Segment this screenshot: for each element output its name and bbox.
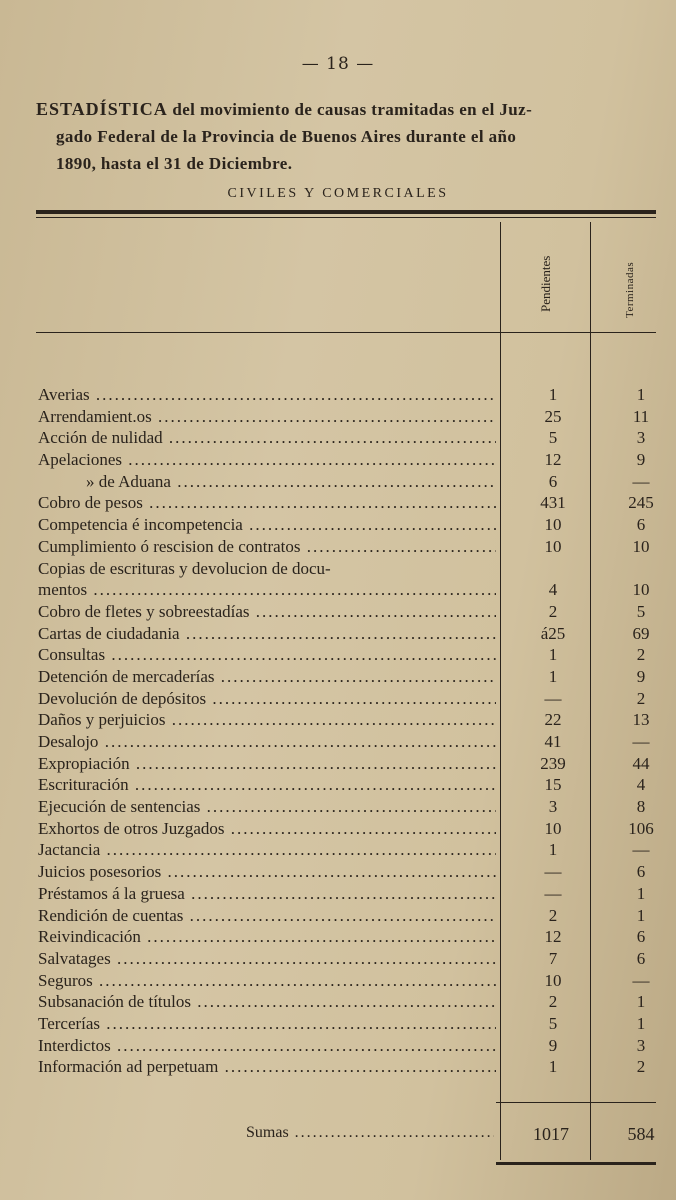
row-terminadas: 6 [636,515,646,535]
row-terminadas: 2 [636,1057,646,1077]
row-terminadas: 6 [636,927,646,947]
row-pendientes: 12 [544,927,562,947]
table-row [38,666,656,688]
row-terminadas: 1 [636,992,646,1012]
row-label: Interdictos ..... [38,1035,496,1057]
table-row [38,1056,656,1078]
table-row [38,449,656,471]
row-label: Información ad perpetuam ..... [38,1056,496,1078]
row-pendientes: 431 [540,493,566,513]
row-pendientes: 3 [548,797,558,817]
row-label: Subsanación de títulos ..... [38,991,496,1013]
column-header-pendientes: Pendientes [538,255,553,312]
row-terminadas: 10 [632,536,650,556]
row-pendientes: 1 [548,1057,558,1077]
title-lead: ESTADÍSTICA [36,99,168,119]
row-label: Devolución de depósitos ..... [38,688,496,710]
row-label: Salvatages ..... [38,948,496,970]
top-thin-rule [36,217,656,218]
row-pendientes: 2 [548,992,558,1012]
table-row [38,623,656,645]
row-label: Jactancia ..... [38,839,496,861]
row-label: Consultas ..... [38,644,496,666]
table-row [38,384,656,406]
row-terminadas: 106 [628,818,654,838]
row-pendientes: 10 [544,970,562,990]
row-pendientes: 41 [544,732,562,751]
table-row [38,471,656,493]
row-pendientes: 10 [544,818,562,838]
row-label: Desalojo ..... [38,731,496,753]
sum-rule [496,1102,656,1103]
row-terminadas: 2 [636,645,646,665]
row-label: Detención de mercaderías ..... [38,666,496,688]
row-label: Cumplimiento ó rescision de contratos ..... [38,536,496,558]
row-label: Tercerías ..... [38,1013,496,1035]
row-pendientes: á25 [540,623,566,643]
row-label: Cartas de ciudadania ..... [38,623,496,645]
column-header-terminadas: Terminadas [624,261,636,318]
row-terminadas: — [632,970,650,990]
top-thick-rule [36,210,656,214]
row-terminadas: 3 [636,428,646,448]
row-label: Rendición de cuentas ..... [38,905,496,927]
row-terminadas: 1 [636,1013,646,1033]
row-label: Escrituración ..... [38,774,496,796]
row-terminadas: 2 [636,688,646,708]
row-label: Apelaciones ..... [38,449,496,471]
row-label: Cobro de pesos ..... [38,492,496,514]
document-title [36,96,656,177]
row-pendientes: 22 [544,710,562,730]
row-terminadas: 245 [628,493,654,513]
page-number: — 18 — [301,54,375,74]
table-row [38,970,656,992]
sum-row [36,1124,656,1148]
row-pendientes: 9 [548,1035,558,1055]
row-terminadas: 10 [632,580,650,600]
table-row [38,818,656,840]
row-terminadas: 4 [636,775,646,795]
table-row [38,1035,656,1057]
row-pendientes: 1 [548,385,558,404]
row-terminadas: 11 [632,406,650,426]
row-label: Juicios posesorios ..... [38,861,496,883]
row-pendientes: 6 [548,471,558,491]
row-label: Préstamos á la gruesa ..... [38,883,496,905]
row-label: Copias de escrituras y devolucion de docu- [38,558,331,578]
row-terminadas: 3 [636,1035,646,1055]
row-pendientes: 10 [544,515,562,535]
row-label: Cobro de fletes y sobreestadías ..... [38,601,496,623]
row-terminadas: — [632,840,650,860]
table-row [38,905,656,927]
row-label: Arrendamient.os ..... [38,406,496,428]
row-pendientes: 1 [548,666,558,686]
row-pendientes: 5 [548,428,558,448]
table-row [38,709,656,731]
row-label: Ejecución de sentencias ..... [38,796,496,818]
row-pendientes: 1 [548,645,558,665]
row-label: Reivindicación ..... [38,926,496,948]
row-terminadas: 9 [636,666,646,686]
table-row [38,601,656,623]
sum-pendientes: 1017 [533,1124,569,1144]
row-pendientes: — [544,883,562,903]
row-label: Competencia é incompetencia ..... [38,514,496,536]
row-label: mentos ..... [38,579,496,601]
table-row [38,883,656,905]
statistics-table [38,384,656,1078]
row-terminadas: 5 [636,601,646,621]
row-pendientes: 1 [548,840,558,860]
header-rule [36,332,656,333]
row-terminadas: 8 [636,797,646,817]
row-pendientes: 4 [548,580,558,600]
row-pendientes: 2 [548,601,558,621]
table-row [38,796,656,818]
title-line-3: 1890, hasta el 31 de Diciembre. [56,154,293,173]
row-terminadas: 6 [636,948,646,968]
sum-label: Sumas ..... [246,1124,494,1142]
table-row [38,558,656,580]
table-row [38,492,656,514]
row-label: Seguros ..... [38,970,496,992]
row-terminadas: 1 [636,905,646,925]
row-label: Averias ..... [38,384,496,406]
table-row [38,644,656,666]
table-row [38,861,656,883]
title-line-2: gado Federal de la Provincia de Buenos Aires durante el año [56,127,517,146]
row-pendientes: 239 [540,753,566,773]
table-row [38,427,656,449]
row-pendientes: 2 [548,905,558,925]
row-pendientes: 10 [544,536,562,556]
table-row [38,579,656,601]
title-line-1: del movimiento de causas tramitadas en el Juz- [167,100,533,119]
table-row [38,948,656,970]
row-label: Daños y perjuicios ..... [38,709,496,731]
table-row [38,839,656,861]
row-pendientes: 5 [548,1013,558,1033]
row-terminadas: — [632,471,650,491]
row-terminadas: 69 [632,623,650,643]
table-row [38,536,656,558]
row-label: » de Aduana ..... [38,471,496,493]
bottom-rule [496,1162,656,1165]
row-label: Acción de nulidad ..... [38,427,496,449]
table-row [38,406,656,428]
table-row [38,774,656,796]
table-row [38,731,656,753]
row-terminadas: 6 [636,862,646,882]
row-label: Expropiación ..... [38,753,496,775]
row-pendientes: — [544,862,562,882]
table-row [38,926,656,948]
sum-terminadas: 584 [627,1124,655,1144]
row-terminadas: 13 [632,710,650,730]
row-terminadas: 1 [636,883,646,903]
row-pendientes: 12 [544,450,562,470]
row-pendientes: 25 [544,406,562,426]
section-subtitle: CIVILES Y COMERCIALES [227,186,449,201]
row-pendientes: 15 [544,775,562,795]
row-terminadas: 44 [632,753,650,773]
row-label: Exhortos de otros Juzgados ..... [38,818,496,840]
row-terminadas: 9 [636,450,646,470]
table-row [38,991,656,1013]
table-row [38,688,656,710]
table-row [38,514,656,536]
row-terminadas: 1 [636,385,646,404]
row-pendientes: 7 [548,948,558,968]
row-terminadas: — [632,732,650,751]
row-pendientes: — [544,688,562,708]
table-row [38,753,656,775]
table-row [38,1013,656,1035]
